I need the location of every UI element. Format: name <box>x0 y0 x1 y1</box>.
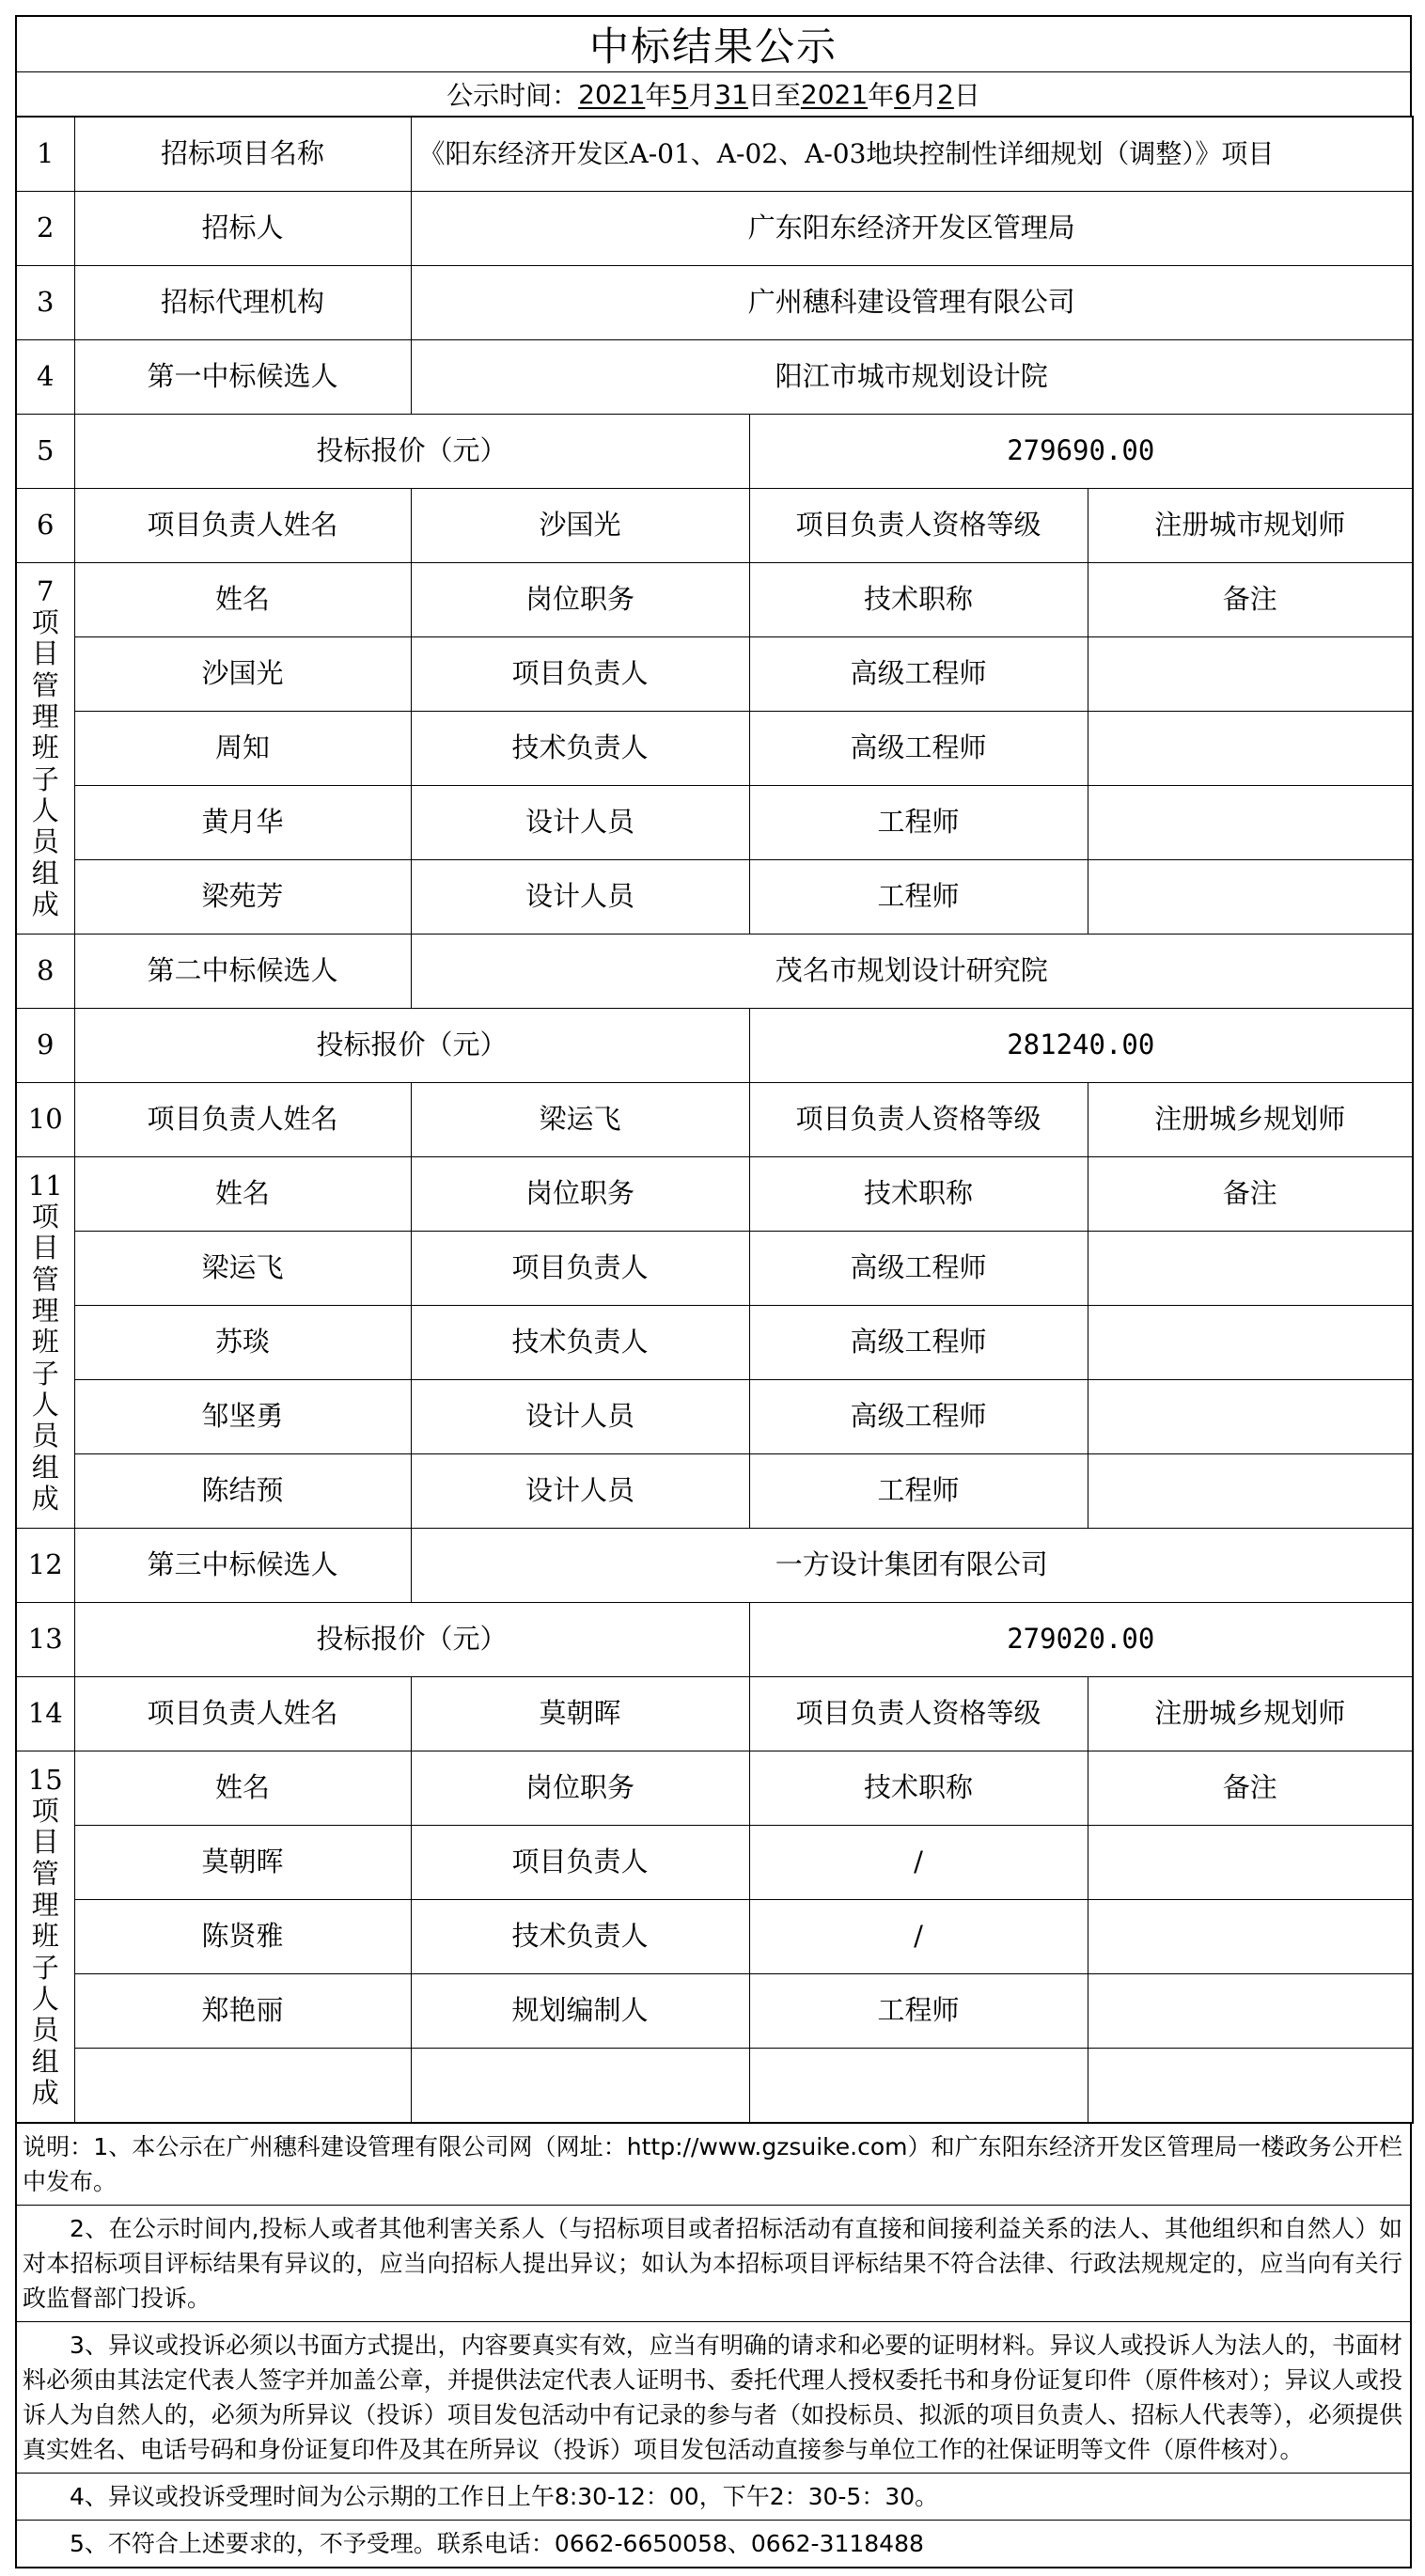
member-remark <box>1088 860 1413 935</box>
day-char: 日 <box>953 80 980 111</box>
team-member-row <box>16 1900 1413 1974</box>
team-side-label <box>16 1157 74 1529</box>
member-title <box>749 2049 1088 2124</box>
team-member-row <box>16 712 1413 786</box>
member-position: 项目负责人 <box>411 1232 749 1306</box>
team-side-label <box>16 1751 74 2124</box>
side-char: 员 <box>31 2014 59 2047</box>
end-year: 2021 <box>800 78 869 110</box>
note-3: 3、异议或投诉必须以书面方式提出，内容要真实有效，应当有明确的请求和必要的证明材料。异议人或投诉人为法人的，书面材料必须由其法定代表人签字并加盖公章，并提供法定代表人证明书、委托代理人授权委托书和身份证复印件（原件核对）；异议人或投诉人为自然人的，必须为所异议（投诉）项目发包活动中有记录的参与者（如投标员、拟派的项目负责人、招标人代表等），必须提供真实姓名、电话号码和身份证复印件及其在所异议（投诉）项目发包活动直接参与单位工作的社保证明等文件（原件核对）。 <box>17 2321 1410 2473</box>
column-header: 岗位职务 <box>411 563 749 637</box>
row-label: 招标项目名称 <box>74 117 411 192</box>
row-label: 招标代理机构 <box>74 266 411 340</box>
team-member-row <box>16 2049 1413 2124</box>
member-remark <box>1088 1232 1413 1306</box>
side-char: 成 <box>31 2077 59 2110</box>
team-side-label <box>16 563 74 935</box>
member-remark <box>1088 637 1413 712</box>
team-member-row <box>16 1306 1413 1380</box>
member-position: 技术负责人 <box>411 1306 749 1380</box>
side-char: 子 <box>31 762 59 795</box>
row-label: 项目负责人姓名 <box>74 489 411 563</box>
column-header: 备注 <box>1088 1751 1413 1826</box>
member-remark <box>1088 2049 1413 2124</box>
column-header: 姓名 <box>74 563 411 637</box>
column-header: 备注 <box>1088 1157 1413 1232</box>
leader-name: 沙国光 <box>411 489 749 563</box>
column-header: 技术职称 <box>749 1157 1088 1232</box>
first-candidate: 阳江市城市规划设计院 <box>411 340 1413 415</box>
member-remark <box>1088 1306 1413 1380</box>
row-label: 第二中标候选人 <box>74 935 411 1009</box>
side-char: 员 <box>31 1420 59 1453</box>
tenderer: 广东阳东经济开发区管理局 <box>411 192 1413 266</box>
member-name: 莫朝晖 <box>74 1826 411 1900</box>
table-row <box>16 117 1413 192</box>
result-table <box>15 116 1414 2124</box>
tender-agent: 广州穗科建设管理有限公司 <box>411 266 1413 340</box>
side-char: 班 <box>31 731 59 764</box>
row-number: 14 <box>16 1677 74 1751</box>
member-position: 设计人员 <box>411 1454 749 1529</box>
member-title: 工程师 <box>749 1974 1088 2049</box>
table-row <box>16 1009 1413 1083</box>
side-char: 理 <box>31 1888 59 1921</box>
table-row <box>16 935 1413 1009</box>
member-remark <box>1088 1900 1413 1974</box>
side-char: 理 <box>31 1294 59 1327</box>
column-header: 备注 <box>1088 563 1413 637</box>
side-char: 人 <box>31 794 59 827</box>
column-header: 技术职称 <box>749 1751 1088 1826</box>
side-char: 班 <box>31 1326 59 1359</box>
row-number: 4 <box>16 340 74 415</box>
row-label: 项目负责人姓名 <box>74 1677 411 1751</box>
to-char: 至 <box>774 80 801 111</box>
table-row <box>16 266 1413 340</box>
row-label: 投标报价（元） <box>74 1603 749 1677</box>
qualification: 注册城市规划师 <box>1088 489 1413 563</box>
qualification: 注册城乡规划师 <box>1088 1083 1413 1157</box>
column-header: 岗位职务 <box>411 1157 749 1232</box>
member-remark <box>1088 712 1413 786</box>
side-char: 人 <box>31 1389 59 1422</box>
member-name: 梁运飞 <box>74 1232 411 1306</box>
member-name: 邹坚勇 <box>74 1380 411 1454</box>
row-number: 2 <box>16 192 74 266</box>
team-member-row <box>16 1974 1413 2049</box>
row-label: 第三中标候选人 <box>74 1529 411 1603</box>
side-char: 班 <box>31 1920 59 1953</box>
side-char: 组 <box>31 1451 59 1484</box>
row-label: 项目负责人姓名 <box>74 1083 411 1157</box>
member-remark <box>1088 1974 1413 2049</box>
member-name: 陈贤雅 <box>74 1900 411 1974</box>
side-char: 项 <box>31 1794 59 1827</box>
side-char: 管 <box>31 668 59 701</box>
member-name: 周知 <box>74 712 411 786</box>
row-number: 1 <box>16 117 74 192</box>
member-title: 高级工程师 <box>749 1380 1088 1454</box>
column-header: 技术职称 <box>749 563 1088 637</box>
side-char: 目 <box>31 637 59 670</box>
second-candidate: 茂名市规划设计研究院 <box>411 935 1413 1009</box>
bid-price: 279020.00 <box>749 1603 1413 1677</box>
side-char: 组 <box>31 2045 59 2078</box>
third-candidate: 一方设计集团有限公司 <box>411 1529 1413 1603</box>
side-char: 管 <box>31 1857 59 1890</box>
member-name: 梁苑芳 <box>74 860 411 935</box>
side-char: 员 <box>31 825 59 858</box>
column-header: 岗位职务 <box>411 1751 749 1826</box>
team-member-row <box>16 1232 1413 1306</box>
member-position <box>411 2049 749 2124</box>
side-char: 子 <box>31 1951 59 1984</box>
member-position: 项目负责人 <box>411 1826 749 1900</box>
end-day: 2 <box>937 78 954 110</box>
side-char: 目 <box>31 1826 59 1859</box>
member-remark <box>1088 1454 1413 1529</box>
end-month: 6 <box>894 78 912 110</box>
side-char: 人 <box>31 1983 59 2016</box>
member-name: 郑艳丽 <box>74 1974 411 2049</box>
table-row <box>16 563 1413 637</box>
team-member-row <box>16 1380 1413 1454</box>
row-number: 15 <box>27 1763 63 1796</box>
member-title: 工程师 <box>749 786 1088 860</box>
start-day: 31 <box>714 78 748 110</box>
leader-name: 梁运飞 <box>411 1083 749 1157</box>
team-member-row <box>16 1454 1413 1529</box>
side-char: 成 <box>31 888 59 921</box>
table-row <box>16 489 1413 563</box>
row-number: 3 <box>16 266 74 340</box>
member-title: 工程师 <box>749 1454 1088 1529</box>
side-char: 理 <box>31 699 59 732</box>
member-position: 规划编制人 <box>411 1974 749 2049</box>
member-title: 工程师 <box>749 860 1088 935</box>
column-header: 姓名 <box>74 1157 411 1232</box>
member-title: 高级工程师 <box>749 1232 1088 1306</box>
team-member-row <box>16 1826 1413 1900</box>
member-position: 设计人员 <box>411 860 749 935</box>
team-member-row <box>16 637 1413 712</box>
member-title: / <box>749 1900 1088 1974</box>
side-char: 成 <box>31 1483 59 1516</box>
table-row <box>16 1083 1413 1157</box>
member-remark <box>1088 786 1413 860</box>
qualification-label: 项目负责人资格等级 <box>749 1677 1088 1751</box>
row-number: 8 <box>16 935 74 1009</box>
bid-price: 281240.00 <box>749 1009 1413 1083</box>
row-number: 10 <box>16 1083 74 1157</box>
member-name: 沙国光 <box>74 637 411 712</box>
member-position: 技术负责人 <box>411 712 749 786</box>
member-remark <box>1088 1826 1413 1900</box>
side-char: 组 <box>31 856 59 889</box>
year-char: 年 <box>868 80 895 111</box>
row-number: 13 <box>16 1603 74 1677</box>
table-row <box>16 340 1413 415</box>
member-position: 项目负责人 <box>411 637 749 712</box>
notice-sheet <box>15 15 1412 2568</box>
bid-price: 279690.00 <box>749 415 1413 489</box>
row-number: 12 <box>16 1529 74 1603</box>
row-number: 11 <box>27 1169 63 1202</box>
table-row <box>16 415 1413 489</box>
member-title: 高级工程师 <box>749 637 1088 712</box>
publicity-period <box>15 72 1412 116</box>
date-prefix: 公示时间： <box>446 80 579 111</box>
table-row <box>16 1677 1413 1751</box>
team-member-row <box>16 786 1413 860</box>
qualification: 注册城乡规划师 <box>1088 1677 1413 1751</box>
member-position: 技术负责人 <box>411 1900 749 1974</box>
project-name: 《阳东经济开发区A-01、A-02、A-03地块控制性详细规划（调整）》项目 <box>411 117 1413 192</box>
side-char: 管 <box>31 1263 59 1296</box>
member-title: / <box>749 1826 1088 1900</box>
row-label: 招标人 <box>74 192 411 266</box>
team-member-row <box>16 860 1413 935</box>
member-title: 高级工程师 <box>749 1306 1088 1380</box>
row-number: 9 <box>16 1009 74 1083</box>
row-number: 5 <box>16 415 74 489</box>
row-label: 投标报价（元） <box>74 1009 749 1083</box>
table-row <box>16 1751 1413 1826</box>
notes-section <box>15 2124 1412 2568</box>
row-number: 6 <box>16 489 74 563</box>
table-row <box>16 1157 1413 1232</box>
side-char: 子 <box>31 1357 59 1390</box>
page-title: 中标结果公示 <box>15 15 1412 72</box>
member-remark <box>1088 1380 1413 1454</box>
note-4: 4、异议或投诉受理时间为公示期的工作日上午8:30-12：00，下午2：30-5：30。 <box>17 2473 1410 2520</box>
day-char: 日 <box>747 80 775 111</box>
note-1: 说明：1、本公示在广州穗科建设管理有限公司网（网址：http://www.gzsuike.com）和广东阳东经济开发区管理局一楼政务公开栏中发布。 <box>23 2133 1402 2195</box>
note-5: 5、不符合上述要求的，不予受理。联系电话：0662-6650058、0662-3118488 <box>17 2520 1410 2567</box>
column-header: 姓名 <box>74 1751 411 1826</box>
note-2: 2、在公示时间内,投标人或者其他利害关系人（与招标项目或者招标活动有直接和间接利益关系的法人、其他组织和自然人）如对本招标项目评标结果有异议的，应当向招标人提出异议；如认为本招标项目评标结果不符合法律、行政法规规定的，应当向有关行政监督部门投诉。 <box>17 2205 1410 2321</box>
row-number: 7 <box>37 574 55 607</box>
row-label: 投标报价（元） <box>74 415 749 489</box>
start-year: 2021 <box>578 78 646 110</box>
member-position: 设计人员 <box>411 786 749 860</box>
start-month: 5 <box>671 78 689 110</box>
row-label: 第一中标候选人 <box>74 340 411 415</box>
side-char: 项 <box>31 605 59 638</box>
member-position: 设计人员 <box>411 1380 749 1454</box>
leader-name: 莫朝晖 <box>411 1677 749 1751</box>
member-name: 苏琰 <box>74 1306 411 1380</box>
qualification-label: 项目负责人资格等级 <box>749 1083 1088 1157</box>
table-row <box>16 192 1413 266</box>
member-name <box>74 2049 411 2124</box>
table-row <box>16 1603 1413 1677</box>
side-char: 目 <box>31 1232 59 1264</box>
member-name: 黄月华 <box>74 786 411 860</box>
month-char: 月 <box>688 80 715 111</box>
month-char: 月 <box>911 80 938 111</box>
year-char: 年 <box>645 80 672 111</box>
table-row <box>16 1529 1413 1603</box>
qualification-label: 项目负责人资格等级 <box>749 489 1088 563</box>
side-char: 项 <box>31 1200 59 1233</box>
member-title: 高级工程师 <box>749 712 1088 786</box>
member-name: 陈结预 <box>74 1454 411 1529</box>
